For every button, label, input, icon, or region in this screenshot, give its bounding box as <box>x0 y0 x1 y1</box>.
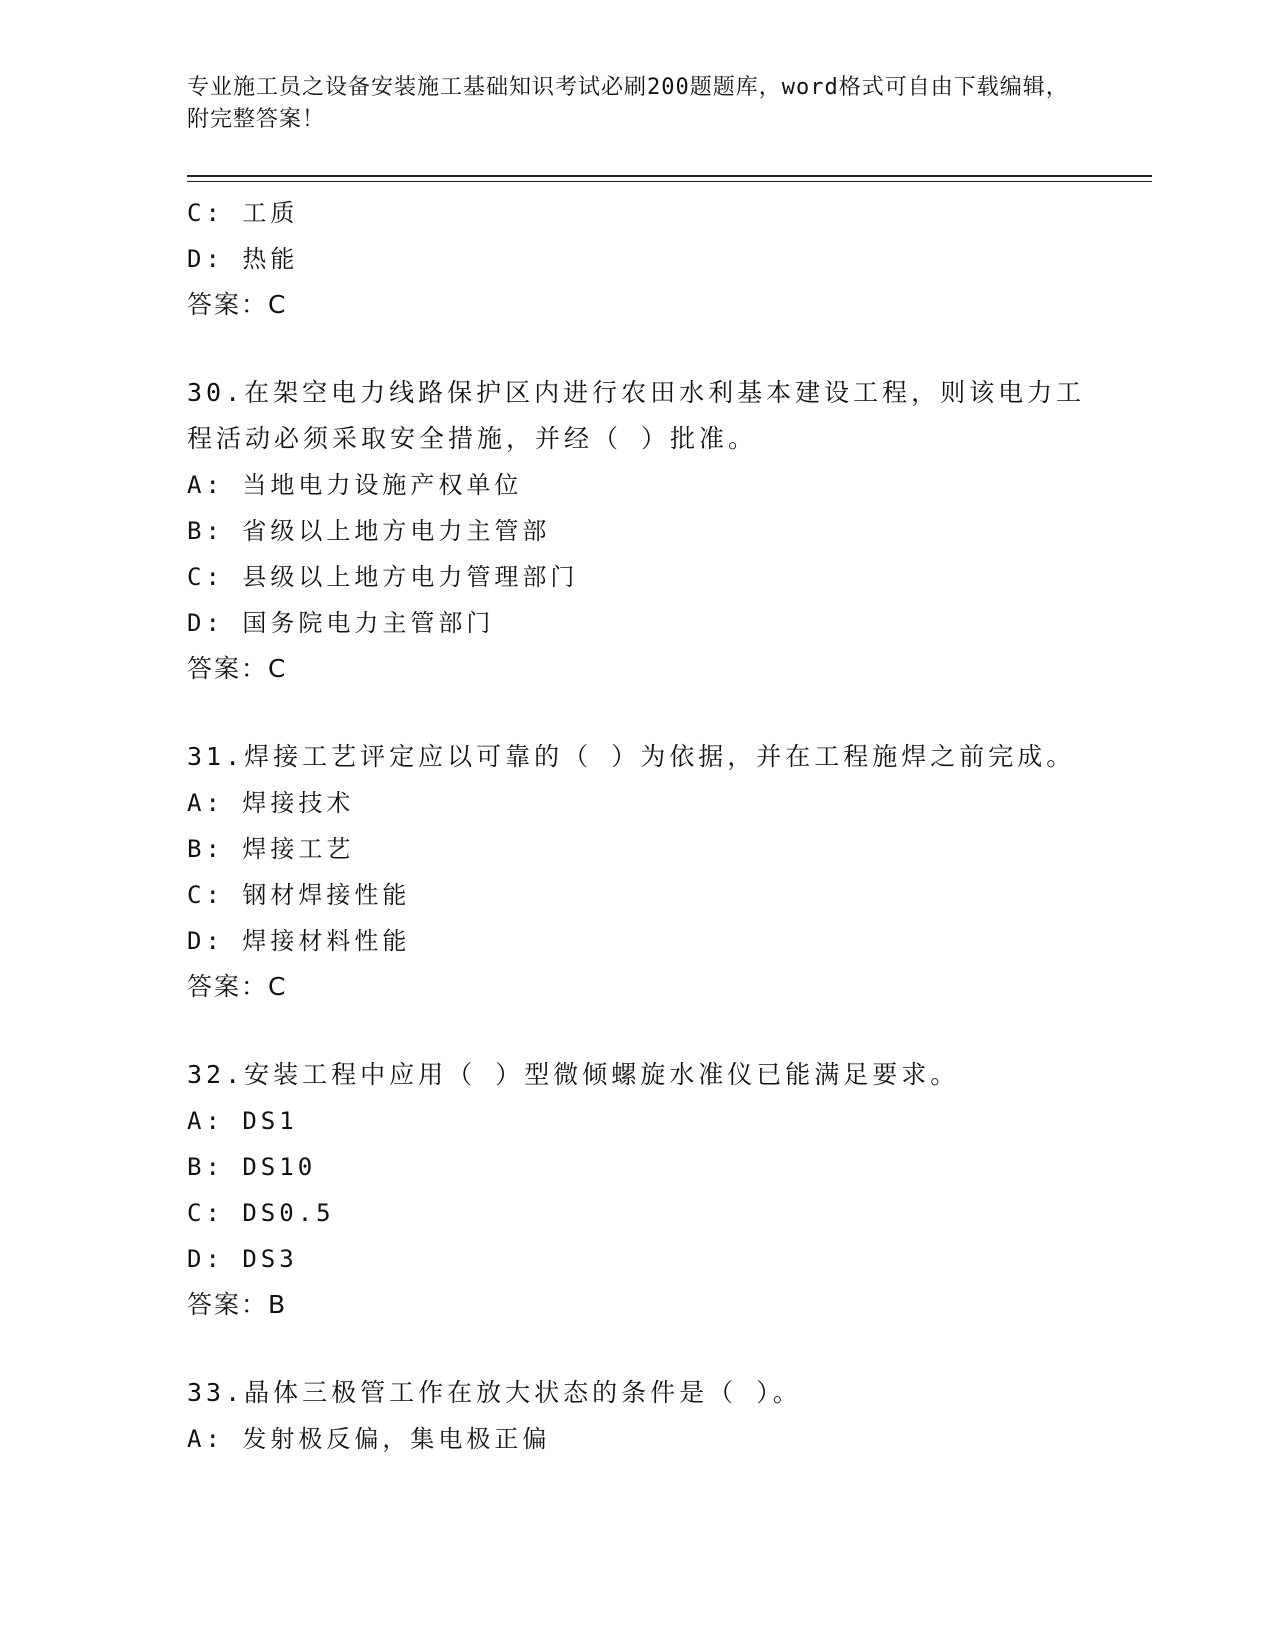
option-a: A: 发射极反偏，集电极正偏 <box>187 1425 551 1453</box>
option-d: D: 热能 <box>187 245 299 273</box>
option-a: A: DS1 <box>187 1107 298 1135</box>
option-a: A: 当地电力设施产权单位 <box>187 471 523 499</box>
answer-label: 答案：B <box>187 1290 288 1319</box>
option-a: A: 焊接技术 <box>187 789 355 817</box>
question-29-tail <box>187 190 1087 328</box>
question-31 <box>187 734 1087 1010</box>
question-32 <box>187 1052 1087 1328</box>
option-c: C: 钢材焊接性能 <box>187 881 411 909</box>
question-33 <box>187 1370 1087 1462</box>
question-text: 33.晶体三极管工作在放大状态的条件是（ ）。 <box>187 1378 802 1407</box>
header-rule-thick <box>187 175 1152 177</box>
option-b: B: 省级以上地方电力主管部 <box>187 517 551 545</box>
answer-label: 答案：C <box>187 290 288 319</box>
question-text: 31.焊接工艺评定应以可靠的（ ）为依据，并在工程施焊之前完成。 <box>187 742 1076 771</box>
answer-label: 答案：C <box>187 972 288 1001</box>
question-text: 30.在架空电力线路保护区内进行农田水利基本建设工程，则该电力工程活动必须采取安全措施，并经（ ）批准。 <box>187 378 1086 453</box>
question-list <box>187 190 1087 1462</box>
option-d: D: DS3 <box>187 1245 298 1273</box>
document-header: 专业施工员之设备安装施工基础知识考试必刷200题题库，word格式可自由下载编辑，附完整答案！ <box>187 75 1069 132</box>
option-b: B: DS10 <box>187 1153 317 1181</box>
question-text: 32.安装工程中应用（ ）型微倾螺旋水准仪已能满足要求。 <box>187 1060 960 1089</box>
answer-label: 答案：C <box>187 654 288 683</box>
option-c: C: DS0.5 <box>187 1199 335 1227</box>
option-c: C: 工质 <box>187 199 299 227</box>
option-d: D: 焊接材料性能 <box>187 927 411 955</box>
header-rule-thin <box>187 181 1152 182</box>
option-b: B: 焊接工艺 <box>187 835 355 863</box>
option-c: C: 县级以上地方电力管理部门 <box>187 563 579 591</box>
option-d: D: 国务院电力主管部门 <box>187 609 495 637</box>
question-30 <box>187 370 1087 692</box>
